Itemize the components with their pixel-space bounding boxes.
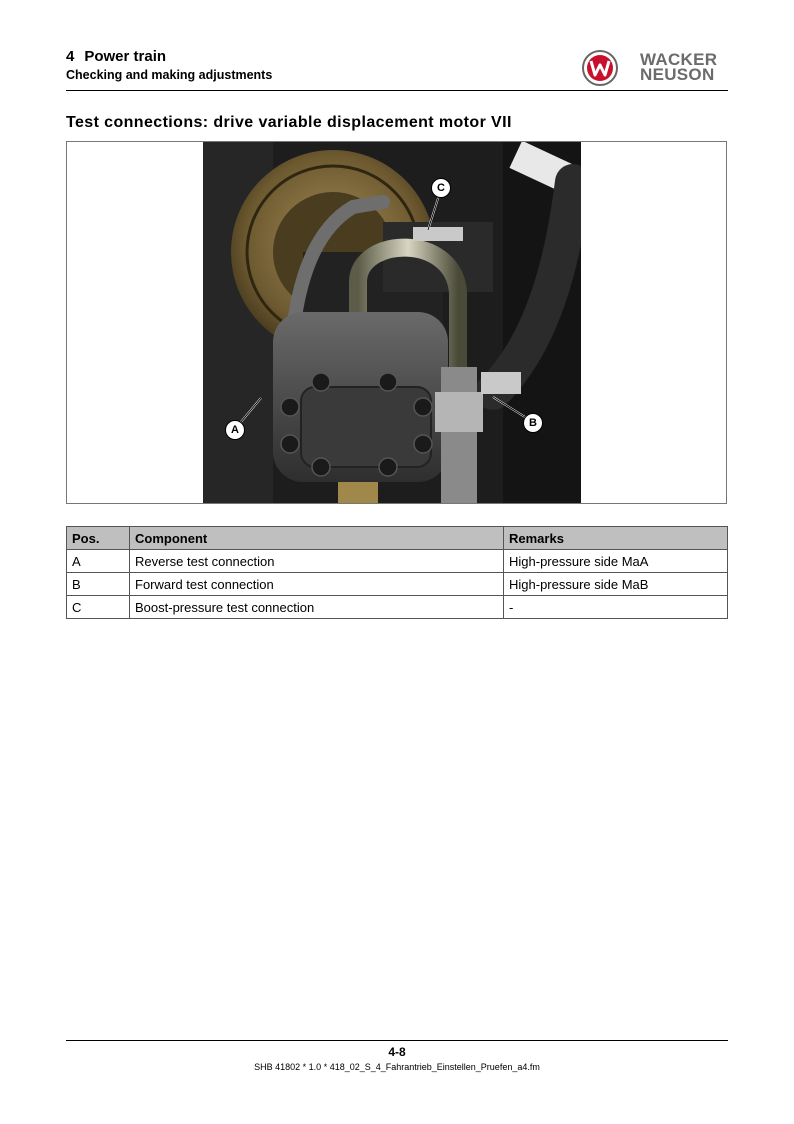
cell-remarks: - [504,596,728,619]
callout-b: B [523,413,543,433]
logo-text-neuson: NEUSON [640,65,715,84]
subchapter-title: Checking and making adjustments [66,68,273,82]
table-row [67,550,728,573]
cell-pos: C [67,596,130,619]
chapter-heading [66,48,166,65]
table-row [67,573,728,596]
table-header-row [67,527,728,550]
page-number: 4-8 [388,1045,406,1059]
cell-component: Forward test connection [130,573,504,596]
logo-text-wacker: WACKER [640,50,718,69]
wacker-neuson-logo [578,48,728,88]
motor-photo [203,142,581,503]
callout-c: C [431,178,451,198]
cell-remarks: High-pressure side MaB [504,573,728,596]
chapter-title: Power train [84,48,167,65]
footer-divider [66,1040,728,1041]
header-remarks: Remarks [504,527,728,550]
page-header [66,48,728,90]
header-pos: Pos. [67,527,130,550]
section-title: Test connections: drive variable displacement motor VII [66,114,512,131]
table-row [67,596,728,619]
cell-remarks: High-pressure side MaA [504,550,728,573]
header-component: Component [130,527,504,550]
logo-mark-icon [582,50,618,86]
cell-pos: B [67,573,130,596]
chapter-number: 4 [66,48,75,65]
document-reference: SHB 41802 * 1.0 * 418_02_S_4_Fahrantrieb_Einstellen_Pruefen_a4.fm [254,1062,540,1072]
cell-component: Boost-pressure test connection [130,596,504,619]
header-divider [66,90,728,91]
callout-a: A [225,420,245,440]
motor-illustration [203,142,581,503]
cell-pos: A [67,550,130,573]
cell-component: Reverse test connection [130,550,504,573]
components-table [66,526,728,619]
figure-frame [66,141,727,504]
